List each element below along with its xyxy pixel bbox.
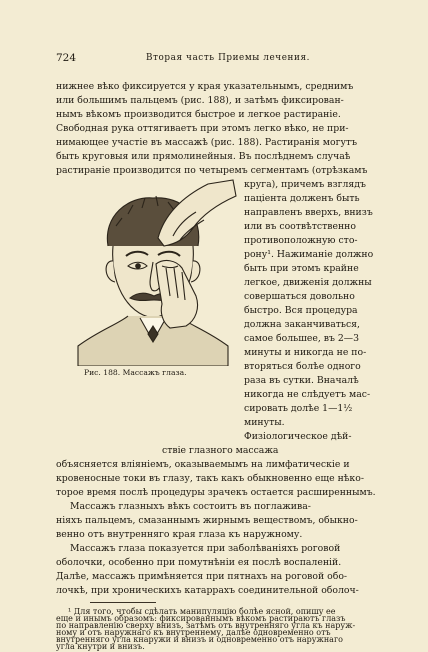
body-line: или большимъ пальцемъ (рис. 188), и затѣмъ фиксирован-	[56, 95, 344, 106]
body-line: совершаться довольно	[244, 291, 355, 302]
body-line: кровеносные токи въ глазу, такъ какъ обыкновенно еще нѣко-	[56, 473, 364, 484]
body-line: должна заканчиваться,	[244, 319, 360, 330]
figure-eye-massage	[58, 176, 243, 366]
body-line: паціента долженъ быть	[244, 193, 360, 204]
footnote-line: ¹ Для того, чтобы сдѣлать манипуляцію болѣе ясной, опишу ее	[68, 607, 336, 616]
body-line: лочкѣ, при хроническихъ катаррахъ соединительной оболоч-	[56, 585, 359, 596]
body-line: противоположную сто-	[244, 235, 358, 246]
body-line: Далѣе, массажъ примѣняется при пятнахъ на роговой обо-	[56, 571, 348, 582]
footnote-divider	[90, 602, 156, 603]
body-line: объясняется вліяніемъ, оказываемымъ на лимфатическіе и	[56, 459, 350, 470]
footnote-line: внутренняго угла кнаружи и внизъ и одновременно отъ наружнаго	[56, 635, 343, 644]
footnote-line: угла кнутри и внизъ.	[56, 642, 145, 651]
body-line: растираніе производится по четыремъ сегментамъ (отрѣзкамъ	[56, 165, 368, 176]
figure-caption: Рис. 188. Массажъ глаза.	[84, 368, 187, 377]
body-line: самое большее, въ 2—3	[244, 333, 359, 344]
body-line: быстро. Вся процедура	[244, 305, 358, 316]
eye-massage-illustration	[58, 176, 243, 366]
body-line: нижнее вѣко фиксируется у края указательнымъ, среднимъ	[56, 81, 354, 92]
footnote-line: еще и инымъ образомъ: фиксированнымъ вѣкомъ растираютъ глазъ	[56, 614, 346, 623]
body-line: венно отъ внутренняго края глаза къ наружному.	[56, 529, 303, 540]
body-line: Массажъ глаза показуется при заболѣваніяхъ роговой	[70, 543, 341, 554]
body-line: минуты и никогда не по-	[244, 347, 367, 358]
body-line: минуты.	[244, 417, 285, 428]
body-line: Свободная рука оттягиваетъ при этомъ легко вѣко, не при-	[56, 123, 349, 134]
body-line: Массажъ глазныхъ вѣкъ состоитъ въ поглажива-	[70, 501, 311, 512]
body-line: нымъ вѣкомъ производится быстрое и легкое растираніе.	[56, 109, 341, 120]
body-line: торое время послѣ процедуры зрачекъ остается расширеннымъ.	[56, 487, 376, 498]
body-line: круга), причемъ взглядъ	[244, 179, 366, 190]
footnote-line: ному и отъ наружнаго къ внутреннему, далѣе одновременно отъ	[56, 628, 331, 637]
body-line: никогда не слѣдуетъ мас-	[244, 389, 371, 400]
body-line: или въ соотвѣтственно	[244, 221, 356, 232]
body-line: раза въ сутки. Вначалѣ	[244, 375, 359, 386]
page-number: 724	[56, 52, 77, 64]
running-head: Вторая часть Приемы лечения.	[146, 53, 310, 63]
body-line: рону¹. Нажиманіе должно	[244, 249, 374, 260]
body-line: ствіе глазного массажа	[162, 445, 279, 456]
body-line: быть круговыя или прямолинейныя. Въ послѣднемъ случаѣ	[56, 151, 351, 162]
body-line: легкое, движенія должны	[244, 277, 372, 288]
footnote-line: по направленію сверху внизъ, затѣмъ отъ внутренняго угла къ наруж-	[56, 621, 356, 630]
body-line: вторяться болѣе одного	[244, 361, 361, 372]
body-line: быть при этомъ крайне	[244, 263, 359, 274]
body-line: оболочки, особенно при помутнѣніи ея послѣ воспаленій.	[56, 557, 342, 568]
body-line: сировать долѣе 1—1½	[244, 403, 353, 414]
body-line: ніяхъ пальцемъ, смазаннымъ жирнымъ веществомъ, обыкно-	[56, 515, 358, 526]
body-line: направленъ вверхъ, внизъ	[244, 207, 373, 218]
page-header	[56, 52, 390, 66]
body-line: нимающее участіе въ массажѣ (рис. 188). Растиранія могутъ	[56, 137, 357, 148]
body-line: Физіологическое дѣй-	[244, 431, 352, 442]
